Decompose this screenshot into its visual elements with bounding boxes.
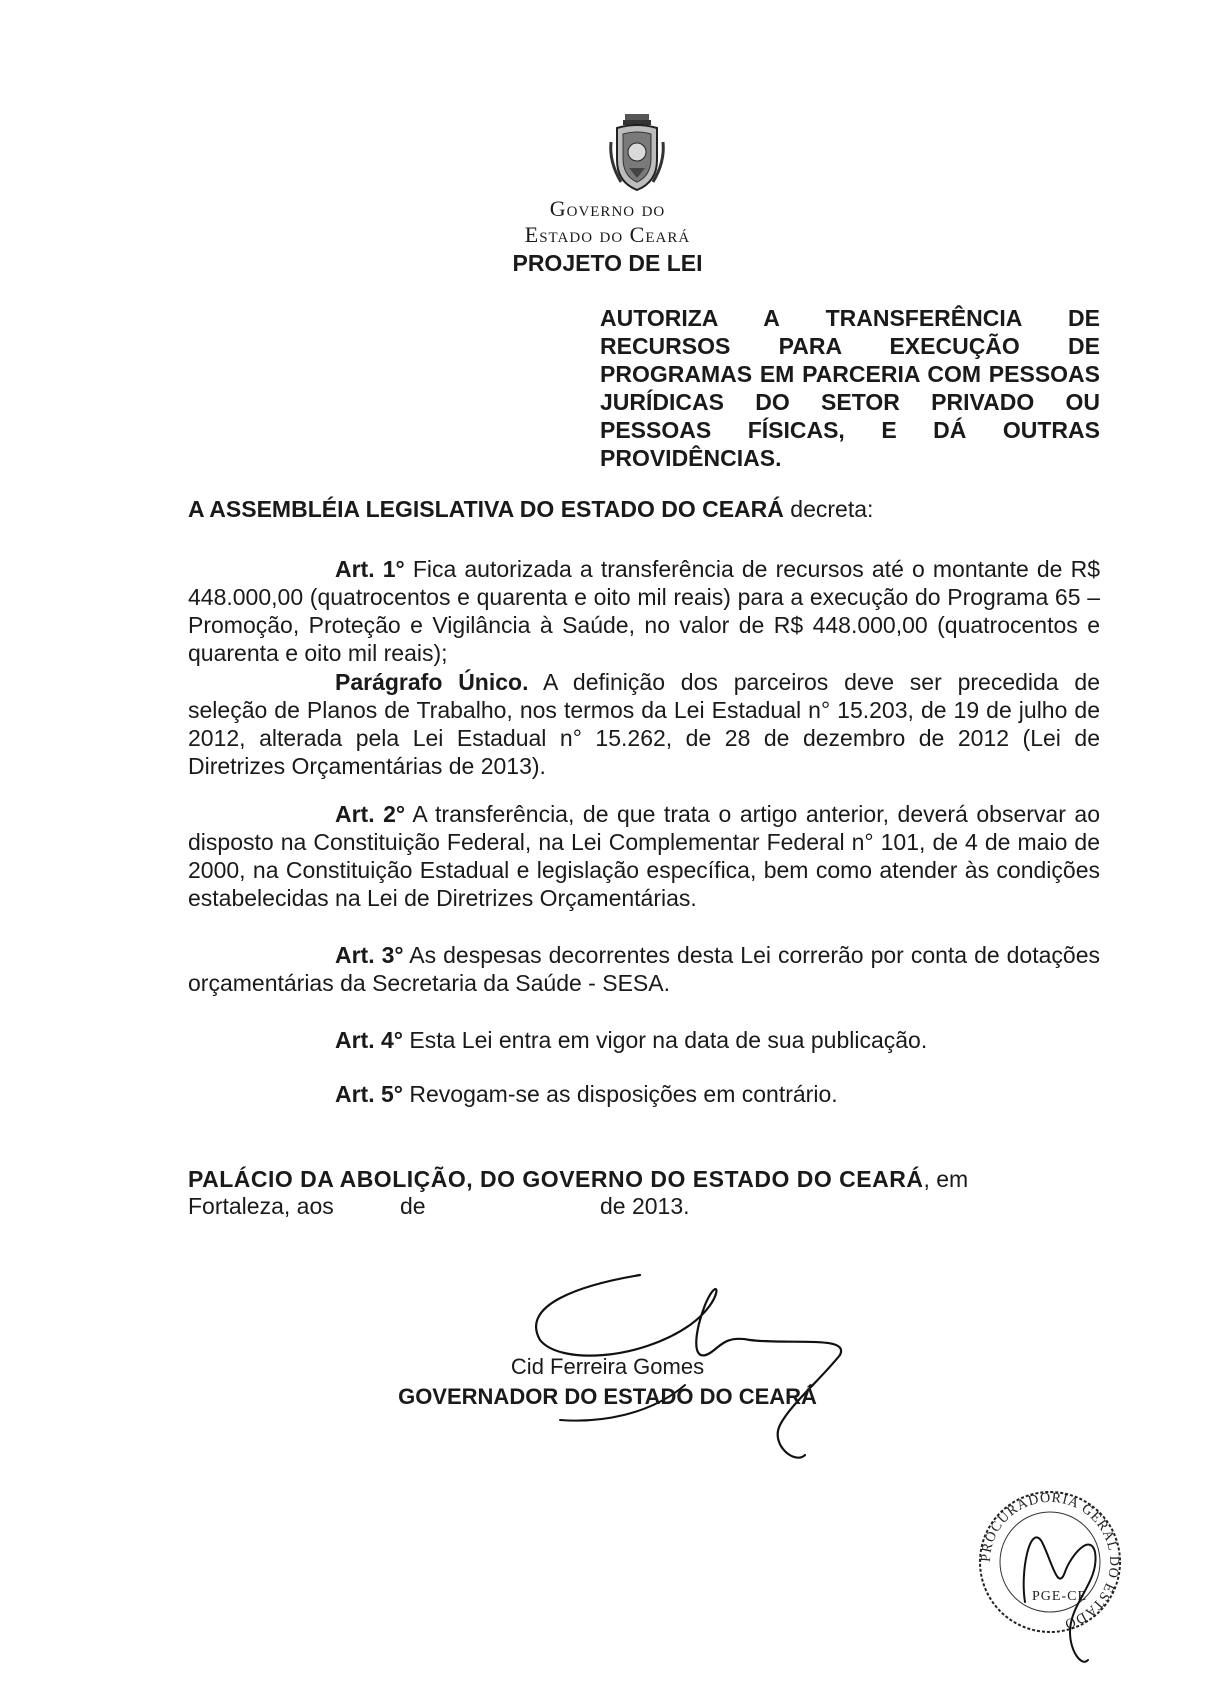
signer-name: Cid Ferreira Gomes (510, 1354, 705, 1379)
article-text: Fica autorizada a transferência de recursos até o montante de R$ 448.000,00 (quatrocentos e quarenta e oito mil reais) para a execução do Programa 65 – Promoção, Proteção e Vigilância à Saúde, no valor de R$ 448.000,00 (quatrocentos e quarenta e oito mil reais); (188, 556, 1100, 666)
stamp-text: PROCURADORIA GERAL DO ESTADO (978, 1490, 1122, 1632)
article-4 (188, 1026, 1100, 1054)
article-text: As despesas decorrentes desta Lei correrão por conta de dotações orçamentárias da Secretaria da Saúde - SESA. (188, 942, 1100, 996)
closing-palace (188, 1165, 1100, 1193)
article-1 (188, 555, 1100, 667)
article-label: Art. 5° (335, 1081, 403, 1107)
article-label: Art. 2° (335, 801, 406, 827)
enacting-verb: decreta: (783, 496, 874, 522)
closing-city: Fortaleza, aos (188, 1193, 334, 1219)
article-text: A definição dos parceiros deve ser precedida de seleção de Planos de Trabalho, nos termos da Lei Estadual n° 15.203, de 19 de julho de 2012, alterada pela Lei Estadual n° 15.262, de 28 de dezembro de 2012 (Lei de Diretrizes Orçamentárias de 2013). (188, 669, 1100, 779)
header-government: Governo do (549, 196, 666, 221)
ementa: AUTORIZA A TRANSFERÊNCIA DE RECURSOS PARA EXECUÇÃO DE PROGRAMAS EM PARCERIA COM PESSOAS JURÍDICAS DO SETOR PRIVADO OU PESSOAS FÍSICAS, E DÁ OUTRAS PROVIDÊNCIAS. (600, 305, 1100, 471)
closing-de-1: de (400, 1193, 426, 1219)
enacting-body: A ASSEMBLÉIA LEGISLATIVA DO ESTADO DO CEARÁ (188, 496, 784, 522)
pge-stamp (970, 1482, 1130, 1672)
article-label: Art. 1° (335, 556, 405, 582)
closing-de-2: de 2013. (600, 1193, 690, 1219)
article-label: Parágrafo Único. (335, 669, 529, 695)
enacting-clause (188, 496, 873, 523)
stamp-inner-text: PGE-CE (1032, 1589, 1087, 1604)
article-label: Art. 3° (335, 942, 404, 968)
document-title: PROJETO DE LEI (512, 250, 703, 276)
article-text: Esta Lei entra em vigor na data de sua publicação. (403, 1027, 928, 1053)
article-2 (188, 800, 1100, 912)
paragraph-unico (188, 668, 1100, 780)
article-text: A transferência, de que trata o artigo anterior, deverá observar ao disposto na Constituição Federal, na Lei Complementar Federal n° 101, de 4 de maio de 2000, na Constituição Estadual e legislação específica, bem como atender às condições estabelecidas na Lei de Diretrizes Orçamentárias. (188, 801, 1100, 911)
signer-title: GOVERNADOR DO ESTADO DO CEARÁ (398, 1384, 817, 1409)
closing-em: , em (923, 1166, 969, 1192)
article-text: Revogam-se as disposições em contrário. (403, 1081, 838, 1107)
article-label: Art. 4° (335, 1027, 403, 1053)
article-3 (188, 941, 1100, 997)
palace-name: PALÁCIO DA ABOLIÇÃO, DO GOVERNO DO ESTADO DO CEARÁ (188, 1166, 924, 1192)
header-state: Estado do Ceará (524, 222, 691, 247)
article-5 (188, 1080, 1100, 1108)
state-coat-of-arms-icon (607, 112, 667, 194)
closing-date (188, 1193, 690, 1220)
